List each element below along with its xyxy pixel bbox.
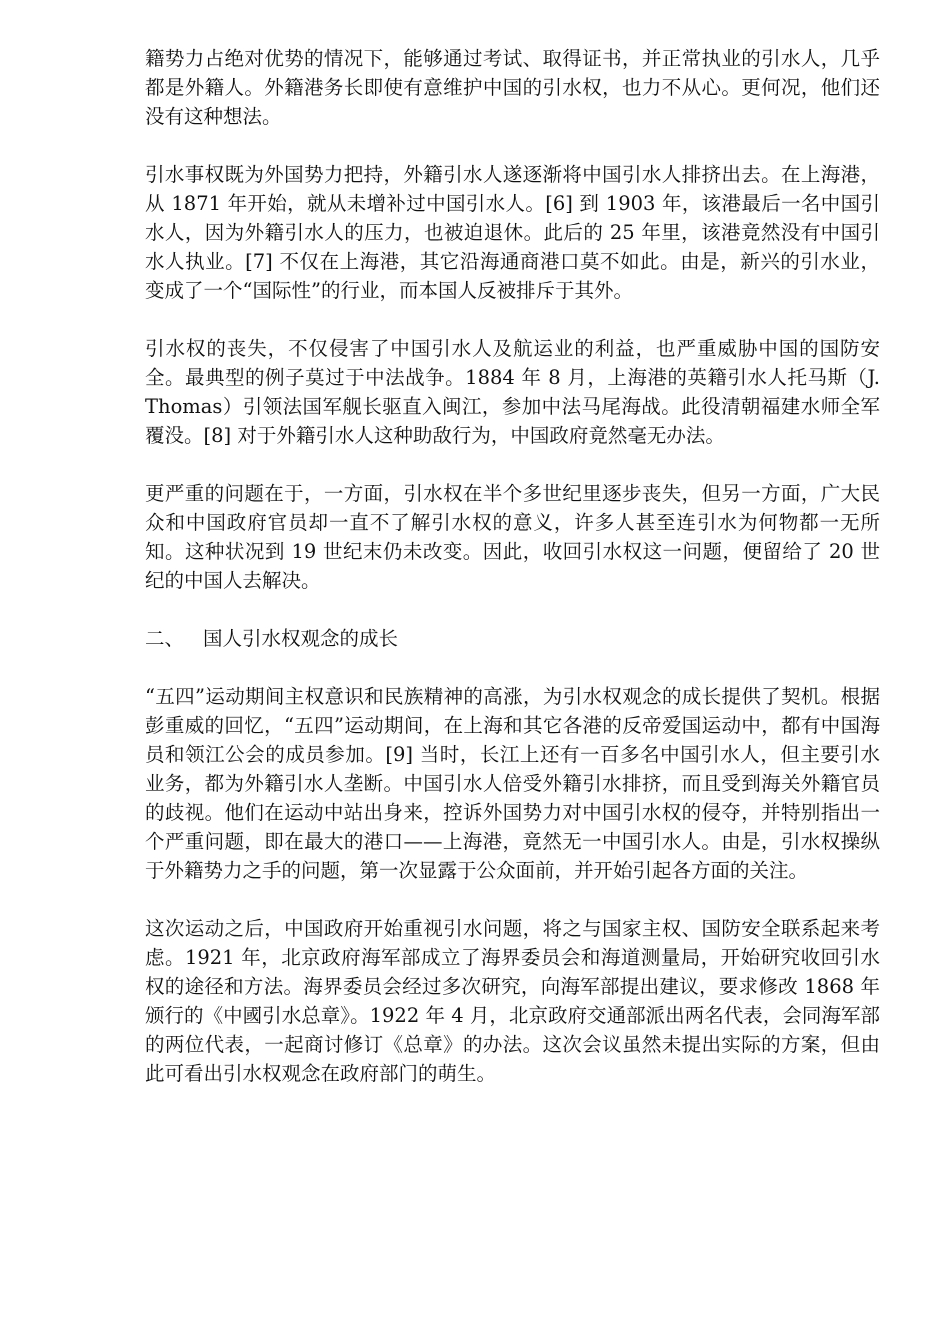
paragraph-4: 更严重的问题在于，一方面，引水权在半个多世纪里逐步丧失，但另一方面，广大民众和中国政府官员却一直不了解引水权的意义，许多人甚至连引水为何物都一无所知。这种状况到 19 世纪末仍未改变。因此，收回引水权这一问题，便留给了 20 世纪的中国人去解决。 [145,482,880,592]
section-heading [145,624,880,653]
paragraph-6: 这次运动之后，中国政府开始重视引水问题，将之与国家主权、国防安全联系起来考虑。1921 年，北京政府海军部成立了海界委员会和海道测量局，开始研究收回引水权的途径和方法。海界委员会经过多次研究，向海军部提出建议，要求修改 1868 年颁行的《中國引水总章》。1922 年 4 月，北京政府交通部派出两名代表，会同海军部的两位代表，一起商讨修订《总章》的办法。这次会议虽然未提出实际的方案，但由此可看出引水权观念在政府部门的萌生。 [145,917,880,1085]
paragraph-3: 引水权的丧失，不仅侵害了中国引水人及航运业的利益，也严重威胁中国的国防安全。最典型的例子莫过于中法战争。1884 年 8 月，上海港的英籍引水人托马斯（J. Thomas）引领法国军舰长驱直入闽江，参加中法马尾海战。此役清朝福建水师全军覆没。[8] 对于外籍引水人这种助敌行为，中国政府竟然毫无办法。 [145,337,880,447]
paragraph-2: 引水事权既为外国势力把持，外籍引水人遂逐渐将中国引水人排挤出去。在上海港，从 1871 年开始，就从未增补过中国引水人。[6] 到 1903 年，该港最后一名中国引水人，因为外籍引水人的压力，也被迫退休。此后的 25 年里，该港竟然没有中国引水人执业。[7] 不仅在上海港，其它沿海通商港口莫不如此。由是，新兴的引水业，变成了一个“国际性”的行业，而本国人反被排斥于其外。 [145,163,880,302]
section-number: 二、 [145,627,185,650]
paragraph-1: 籍势力占绝对优势的情况下，能够通过考试、取得证书，并正常执业的引水人，几乎都是外籍人。外籍港务长即使有意维护中国的引水权，也力不从心。更何况，他们还没有这种想法。 [145,47,880,128]
document-page [145,44,880,1117]
paragraph-5: “五四”运动期间主权意识和民族精神的高涨，为引水权观念的成长提供了契机。根据彭重威的回忆，“五四”运动期间，在上海和其它各港的反帝爱国运动中，都有中国海员和领江公会的成员参加。[9] 当时，长江上还有一百多名中国引水人，但主要引水业务，都为外籍引水人垄断。中国引水人倍受外籍引水排挤，而且受到海关外籍官员的歧视。他们在运动中站出身来，控诉外国势力对中国引水权的侵夺，并特别指出一个严重问题，即在最大的港口——上海港，竟然无一中国引水人。由是，引水权操纵于外籍势力之手的问题，第一次显露于公众面前，并开始引起各方面的关注。 [145,685,880,882]
section-title: 国人引水权观念的成长 [203,627,399,650]
